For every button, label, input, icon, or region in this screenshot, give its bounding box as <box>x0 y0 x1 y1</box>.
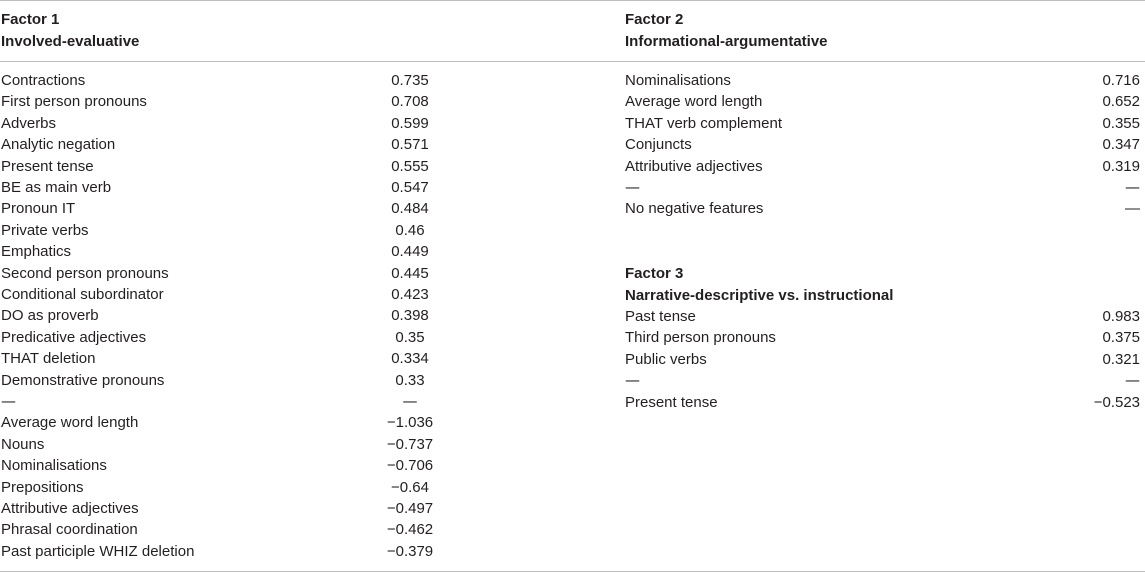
feature-label: Average word length <box>625 93 763 111</box>
factor3-title: Factor 3 <box>625 265 684 282</box>
loading-value: −0.737 <box>386 435 434 453</box>
feature-label: No negative features <box>625 200 764 218</box>
loading-value: 0.555 <box>391 157 429 175</box>
feature-label: Attributive adjectives <box>1 500 139 517</box>
loading-value: −0.497 <box>386 500 434 517</box>
table-row <box>1 70 441 91</box>
feature-label: Third person pronouns <box>625 329 776 347</box>
loading-value: −0.64 <box>391 478 429 496</box>
table-row <box>1 241 441 262</box>
table-row <box>1 305 441 326</box>
loading-value: 0.375 <box>1102 329 1140 347</box>
loading-value: 0.484 <box>391 200 429 218</box>
table-row <box>1 370 441 391</box>
feature-label: Nominalisations <box>625 72 731 89</box>
loading-value: — <box>1125 200 1140 218</box>
factor1-title: Factor 1 <box>1 11 60 28</box>
table-bottom-rule <box>0 571 1145 572</box>
table-row <box>625 349 1140 370</box>
table-row <box>1 434 441 455</box>
factor2-subtitle: Informational-argumentative <box>625 33 828 50</box>
factor2-title: Factor 2 <box>625 11 684 28</box>
table-row <box>1 455 441 476</box>
feature-label: — <box>625 178 640 196</box>
table-row <box>625 306 1140 327</box>
loading-value: — <box>402 392 418 410</box>
feature-label: Predicative adjectives <box>1 328 147 346</box>
table-row <box>1 412 441 433</box>
loading-value: 0.35 <box>395 328 425 346</box>
table-row <box>625 370 1140 391</box>
feature-label: Present tense <box>1 157 94 175</box>
table-row <box>1 541 441 562</box>
loading-value: −0.379 <box>386 542 434 560</box>
feature-label: Present tense <box>625 393 718 411</box>
feature-label: Conjuncts <box>625 136 692 154</box>
table-row <box>1 156 441 177</box>
table-row <box>1 327 441 348</box>
loading-value: 0.319 <box>1102 157 1140 175</box>
table-row <box>1 113 441 134</box>
feature-label: Adverbs <box>1 114 57 132</box>
feature-label: Phrasal coordination <box>1 521 138 539</box>
loading-value: 0.983 <box>1102 308 1140 325</box>
table-row <box>625 91 1140 112</box>
loading-value: 0.571 <box>391 136 429 154</box>
feature-label: Past participle WHIZ deletion <box>1 542 195 560</box>
loading-value: −0.523 <box>1093 393 1140 411</box>
feature-label: Nouns <box>1 435 45 453</box>
feature-label: Public verbs <box>625 350 707 368</box>
feature-label: Past tense <box>625 308 696 325</box>
table-top-rule <box>0 0 1145 1</box>
loading-value: 0.445 <box>391 264 429 282</box>
table-row <box>1 284 441 305</box>
loading-value: 0.33 <box>395 371 425 389</box>
feature-label: Nominalisations <box>1 457 107 475</box>
loading-value: 0.716 <box>1102 72 1140 89</box>
table-row <box>625 392 1140 413</box>
feature-label: Prepositions <box>1 478 84 496</box>
table-row <box>625 113 1140 134</box>
table-row <box>1 477 441 498</box>
feature-label: Conditional subordinator <box>1 286 164 303</box>
loading-value: 0.347 <box>1102 136 1140 154</box>
loading-value: 0.423 <box>391 286 429 303</box>
feature-label: DO as proverb <box>1 307 99 325</box>
feature-label: Analytic negation <box>1 136 116 154</box>
loading-value: 0.321 <box>1102 350 1140 368</box>
loading-value: 0.599 <box>391 114 429 132</box>
table-row <box>1 220 441 241</box>
loading-value: 0.735 <box>391 72 429 89</box>
loading-value: 0.708 <box>391 93 429 111</box>
loading-value: −0.706 <box>386 457 434 475</box>
factor1-subtitle: Involved-evaluative <box>1 33 140 50</box>
table-row <box>625 327 1140 348</box>
table-row <box>625 198 1140 219</box>
feature-label: THAT verb complement <box>625 114 782 132</box>
table-row <box>1 391 441 412</box>
loading-value: 0.334 <box>391 350 429 368</box>
loading-value: 0.449 <box>391 243 429 261</box>
loading-value: 0.46 <box>395 221 425 239</box>
feature-label: Second person pronouns <box>1 264 169 282</box>
table-header-rule <box>0 61 1145 62</box>
loading-value: 0.355 <box>1102 114 1140 132</box>
table-row <box>1 519 441 540</box>
table-row <box>625 156 1140 177</box>
table-row <box>1 263 441 284</box>
feature-label: Emphatics <box>1 243 72 261</box>
loading-value: — <box>1125 178 1140 196</box>
loading-value: 0.398 <box>391 307 429 325</box>
factor3-subtitle: Narrative-descriptive vs. instructional <box>625 287 894 304</box>
loading-value: −0.462 <box>386 521 434 539</box>
feature-label: Private verbs <box>1 221 89 239</box>
feature-label: Contractions <box>1 72 86 89</box>
loading-value: — <box>1125 371 1140 390</box>
feature-label: — <box>1 392 16 410</box>
loading-value: 0.652 <box>1102 93 1140 111</box>
table-row <box>1 177 441 198</box>
table-row <box>625 177 1140 198</box>
table-row <box>1 91 441 112</box>
table-row <box>1 498 441 519</box>
table-row <box>625 70 1140 91</box>
table-row <box>625 134 1140 155</box>
feature-label: BE as main verb <box>1 179 112 196</box>
feature-label: Average word length <box>1 414 139 432</box>
feature-label: THAT deletion <box>1 350 96 368</box>
feature-label: Attributive adjectives <box>625 157 763 175</box>
feature-label: Pronoun IT <box>1 200 76 218</box>
loading-value: −1.036 <box>386 414 434 432</box>
feature-label: Demonstrative pronouns <box>1 371 165 389</box>
loading-value: 0.547 <box>391 179 429 196</box>
table-row <box>1 198 441 219</box>
table-row <box>1 348 441 369</box>
feature-label: First person pronouns <box>1 93 147 111</box>
table-row <box>1 134 441 155</box>
feature-label: — <box>625 371 640 390</box>
